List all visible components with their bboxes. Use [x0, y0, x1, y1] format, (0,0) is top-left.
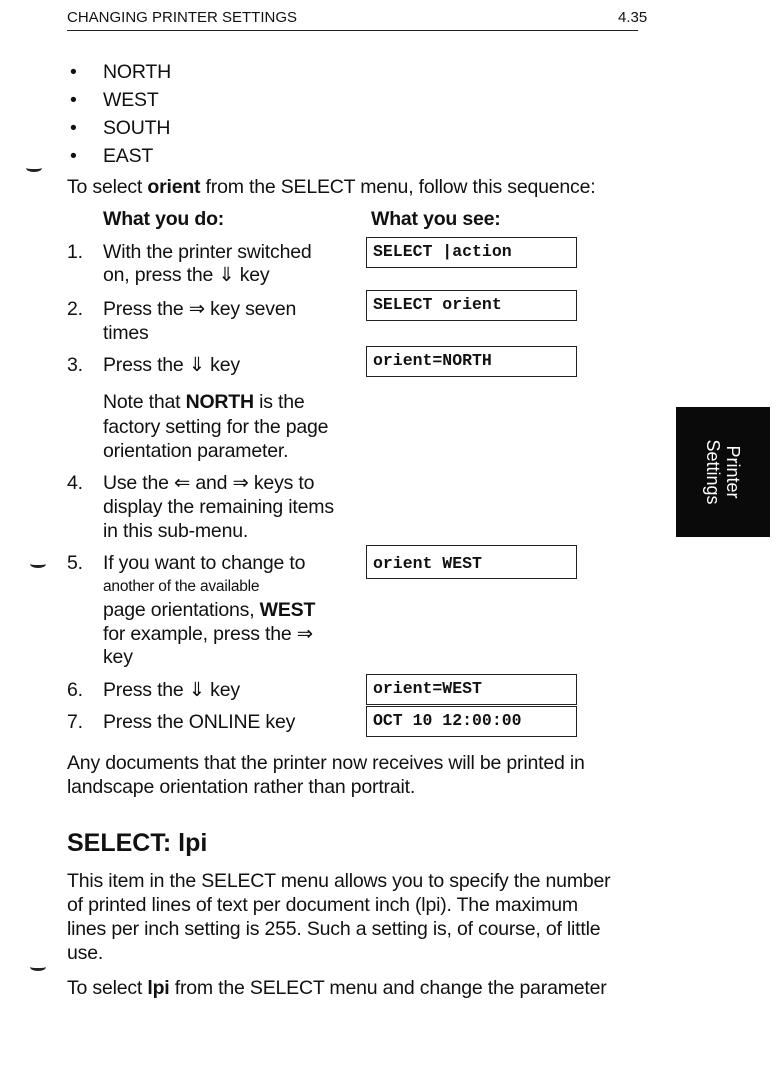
step-text: in this sub-menu. — [103, 520, 249, 542]
step-text: for example, press the ⇒ — [103, 623, 313, 645]
bullet: • — [70, 89, 77, 111]
keyword: lpi — [147, 977, 170, 999]
text: To select — [67, 977, 148, 999]
display-text: orient=WEST — [373, 679, 482, 698]
text: from the SELECT menu, follow this sequence: — [200, 176, 596, 198]
step-text: Press the ⇓ key — [103, 679, 240, 701]
margin-mark — [26, 164, 42, 172]
bullet: • — [70, 61, 77, 83]
printer-settings-tab — [676, 407, 770, 537]
text: To select — [67, 176, 148, 198]
keyword: NORTH — [185, 391, 254, 413]
text: page orientations, — [103, 599, 260, 621]
tab-text: Printer — [723, 445, 743, 499]
step-number: 5. — [67, 552, 83, 574]
bullet-item: EAST — [103, 145, 154, 167]
step-text: Press the ⇓ key — [103, 354, 240, 376]
body-text — [67, 976, 607, 1000]
step-number: 6. — [67, 679, 83, 701]
column-header-see: What you see: — [371, 208, 501, 230]
display-text: SELECT |action — [373, 242, 512, 261]
step-text: Press the ONLINE key — [103, 711, 296, 733]
step-number: 3. — [67, 354, 83, 376]
note-text — [103, 390, 305, 414]
header-rule — [67, 30, 638, 31]
text: Note that — [103, 391, 186, 413]
display-text: orient WEST — [373, 554, 482, 573]
intro-text — [67, 175, 595, 199]
step-text: on, press the ⇓ key — [103, 264, 270, 286]
step-text: times — [103, 322, 149, 344]
keyword: orient — [147, 176, 201, 198]
step-text: display the remaining items — [103, 496, 334, 518]
body-text: of printed lines of text per document inch (lpi). The maximum — [67, 894, 578, 916]
step-text: another of the available — [103, 578, 260, 595]
display-text: OCT 10 12:00:00 — [373, 711, 522, 730]
note-text: factory setting for the page — [103, 416, 329, 438]
bullet: • — [70, 117, 77, 139]
step-number: 4. — [67, 472, 83, 494]
display-text: orient=NORTH — [373, 351, 492, 370]
body-text: use. — [67, 942, 104, 964]
text: from the SELECT menu and change the parameter — [169, 977, 607, 999]
display-panel — [366, 290, 577, 321]
bullet-item: NORTH — [103, 61, 171, 83]
bullet-item: WEST — [103, 89, 159, 111]
result-text: landscape orientation rather than portrait. — [67, 776, 416, 798]
step-number: 2. — [67, 298, 83, 320]
step-text: If you want to change to — [103, 552, 306, 574]
page-number: 4.35 — [618, 9, 648, 26]
body-text: This item in the SELECT menu allows you to specify the number — [67, 870, 611, 892]
step-number: 1. — [67, 241, 83, 263]
text: is the — [253, 391, 305, 413]
keyword: WEST — [259, 599, 316, 621]
body-text: lines per inch setting is 255. Such a setting is, of course, of little — [67, 918, 601, 940]
bullet: • — [70, 145, 77, 167]
tab-text: Settings — [703, 439, 723, 505]
section-title: CHANGING PRINTER SETTINGS — [67, 9, 298, 26]
display-panel — [366, 346, 577, 377]
display-panel — [366, 237, 577, 268]
margin-mark — [30, 560, 46, 568]
section-heading: SELECT: lpi — [67, 829, 208, 857]
display-panel — [366, 674, 577, 705]
display-panel — [366, 545, 577, 579]
result-text: Any documents that the printer now receives will be printed in — [67, 752, 585, 774]
step-number: 7. — [67, 711, 83, 733]
margin-mark — [30, 963, 46, 971]
step-text — [103, 598, 315, 622]
step-text: Press the ⇒ key seven — [103, 298, 297, 320]
step-text: Use the ⇐ and ⇒ keys to — [103, 472, 315, 494]
step-text: With the printer switched — [103, 241, 312, 263]
step-text: key — [103, 646, 133, 668]
note-text: orientation parameter. — [103, 440, 289, 462]
bullet-item: SOUTH — [103, 117, 171, 139]
column-header-do: What you do: — [103, 208, 225, 230]
display-panel — [366, 706, 577, 737]
display-text: SELECT orient — [373, 295, 502, 314]
